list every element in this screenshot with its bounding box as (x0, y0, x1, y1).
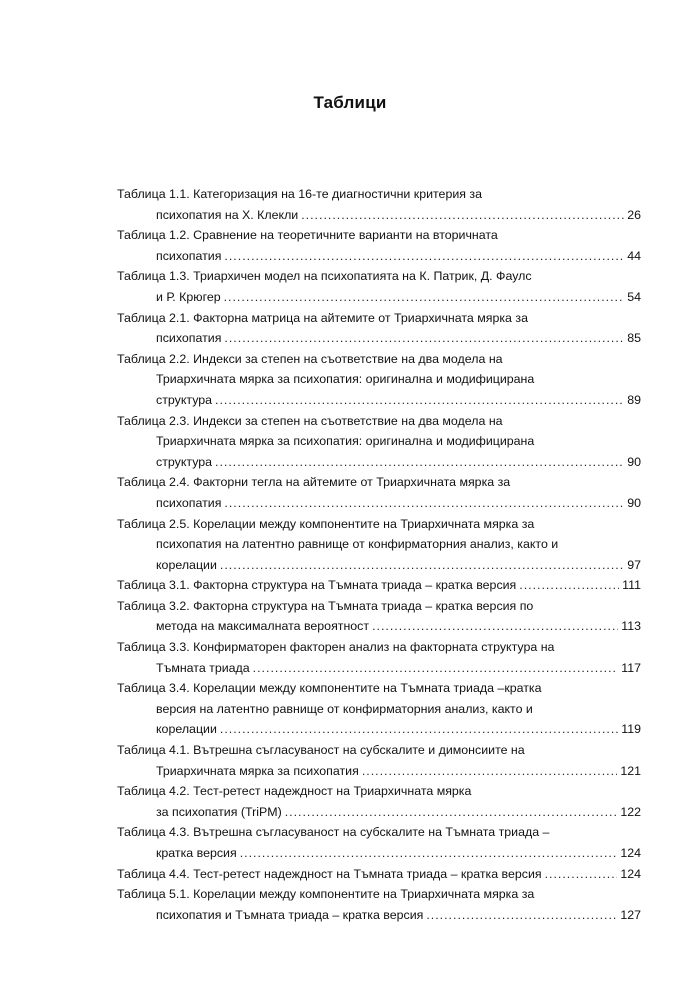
toc-entry[interactable] (117, 884, 641, 925)
toc-entry-text: Таблица 2.2. Индекси за степен на съответствие на два модела на (117, 351, 503, 366)
table-of-tables (117, 184, 641, 925)
dot-leader (240, 843, 618, 864)
toc-entry-text: кратка версия (156, 846, 237, 860)
toc-entry-text: психопатия на Х. Клекли (156, 207, 299, 222)
dot-leader (362, 761, 618, 782)
toc-entry[interactable] (117, 781, 641, 822)
toc-entry-text: корелации (156, 557, 217, 572)
page-number: 113 (621, 619, 641, 634)
dot-leader (215, 452, 624, 473)
toc-entry[interactable] (117, 411, 641, 473)
dot-leader (301, 205, 624, 226)
toc-entry-text: психопатия (156, 248, 222, 263)
toc-entry-text: и Р. Крюгер (156, 289, 221, 304)
toc-entry[interactable] (117, 514, 641, 576)
page-title: Таблици (313, 93, 387, 112)
toc-entry[interactable] (117, 349, 641, 411)
dot-leader (220, 719, 618, 740)
toc-entry-text: структура (156, 454, 213, 469)
toc-entry-text: Триархичната мярка за психопатия: оригинална и модифицирана (156, 372, 535, 387)
page-number: 119 (621, 722, 641, 737)
page-number: 90 (627, 495, 641, 510)
toc-entry-text: Таблица 5.1. Корелации между компонентите на Триархичната мярка за (117, 887, 535, 902)
page-number: 124 (620, 846, 641, 860)
toc-entry-text: Таблица 3.4. Корелации между компонентите на Тъмната триада –кратка (117, 681, 542, 696)
dot-leader (285, 802, 618, 823)
toc-entry-text: психопатия на латентно равнище от конфирматорния анализ, както и (156, 537, 559, 552)
toc-entry[interactable] (117, 637, 641, 678)
toc-entry[interactable] (117, 308, 641, 349)
toc-entry-text: Таблица 2.3. Индекси за степен на съответствие на два модела на (117, 413, 503, 428)
toc-entry-text: корелации (156, 722, 217, 737)
toc-entry[interactable] (117, 822, 641, 863)
dot-leader (220, 555, 624, 576)
toc-entry-text: Таблица 4.1. Вътрешна съгласуваност на субскалите и димонсиите на (117, 743, 525, 758)
toc-entry-text: психопатия и Тъмната триада – кратка версия (156, 907, 424, 922)
toc-entry[interactable] (117, 864, 641, 885)
dot-leader (426, 905, 617, 926)
toc-entry[interactable] (117, 225, 641, 266)
toc-entry-text: Триархичната мярка за психопатия (156, 763, 359, 778)
dot-leader (545, 864, 618, 885)
toc-entry[interactable] (117, 472, 641, 513)
toc-entry[interactable] (117, 575, 641, 596)
toc-entry-text: структура (156, 392, 213, 407)
toc-entry[interactable] (117, 266, 641, 307)
dot-leader (224, 246, 624, 267)
page-number: 85 (627, 331, 641, 346)
page-number: 122 (620, 804, 641, 819)
page-number: 90 (627, 454, 641, 469)
page-number: 117 (621, 660, 641, 675)
toc-entry-text: Триархичната мярка за психопатия: оригинална и модифицирана (156, 434, 535, 449)
toc-entry[interactable] (117, 740, 641, 781)
toc-entry-text: Таблица 3.2. Факторна структура на Тъмната триада – кратка версия по (117, 598, 534, 613)
dot-leader (215, 390, 624, 411)
page-number: 127 (620, 907, 641, 922)
dot-leader (372, 616, 618, 637)
dot-leader (224, 328, 624, 349)
toc-entry-text: метода на максималната вероятност (156, 619, 370, 634)
page-number: 44 (627, 248, 641, 263)
toc-entry-text: Таблица 1.2. Сравнение на теоретичните варианти на вторичната (117, 228, 498, 243)
toc-entry-text: Тъмната триада (156, 660, 250, 675)
page-number: 124 (620, 866, 641, 881)
toc-entry-text: Таблица 4.4. Тест-ретест надеждност на Тъмната триада – кратка версия (117, 866, 542, 881)
toc-entry-text: Таблица 3.1. Факторна структура на Тъмната триада – кратка версия (117, 578, 517, 593)
toc-entry[interactable] (117, 596, 641, 637)
dot-leader (519, 575, 619, 596)
toc-entry-text: Таблица 2.4. Факторни тегла на айтемите от Триархичната мярка за (117, 475, 511, 490)
toc-entry-text: Таблица 1.3. Триархичен модел на психопатията на К. Патрик, Д. Фаулс (117, 269, 532, 284)
page-number: 26 (627, 207, 641, 222)
toc-entry-text: Таблица 4.3. Вътрешна съгласуваност на субскалите на Тъмната триада – (117, 825, 550, 840)
page-number: 97 (627, 557, 641, 572)
page-number: 111 (622, 578, 641, 593)
dot-leader (224, 493, 624, 514)
toc-entry-text: Таблица 1.1. Категоризация на 16-те диагностични критерия за (117, 187, 482, 201)
page-number: 89 (627, 392, 641, 407)
dot-leader (253, 658, 619, 679)
dot-leader (224, 287, 625, 308)
toc-entry-text: психопатия (156, 331, 222, 346)
toc-entry-text: психопатия (156, 495, 222, 510)
toc-entry[interactable] (117, 184, 641, 225)
toc-entry-text: за психопатия (TriPM) (156, 804, 282, 819)
toc-entry-text: Таблица 3.3. Конфирматорен факторен анализ на факторната структура на (117, 640, 555, 655)
toc-entry-text: Таблица 2.1. Факторна матрица на айтемите от Триархичната мярка за (117, 310, 528, 325)
toc-entry-text: версия на латентно равнище от конфирматорния анализ, както и (156, 701, 533, 716)
page-number: 54 (627, 289, 641, 304)
page-number: 121 (620, 763, 641, 778)
toc-entry[interactable] (117, 678, 641, 740)
toc-entry-text: Таблица 2.5. Корелации между компонентите на Триархичната мярка за (117, 516, 535, 531)
toc-entry-text: Таблица 4.2. Тест-ретест надеждност на Триархичната мярка (117, 784, 472, 799)
